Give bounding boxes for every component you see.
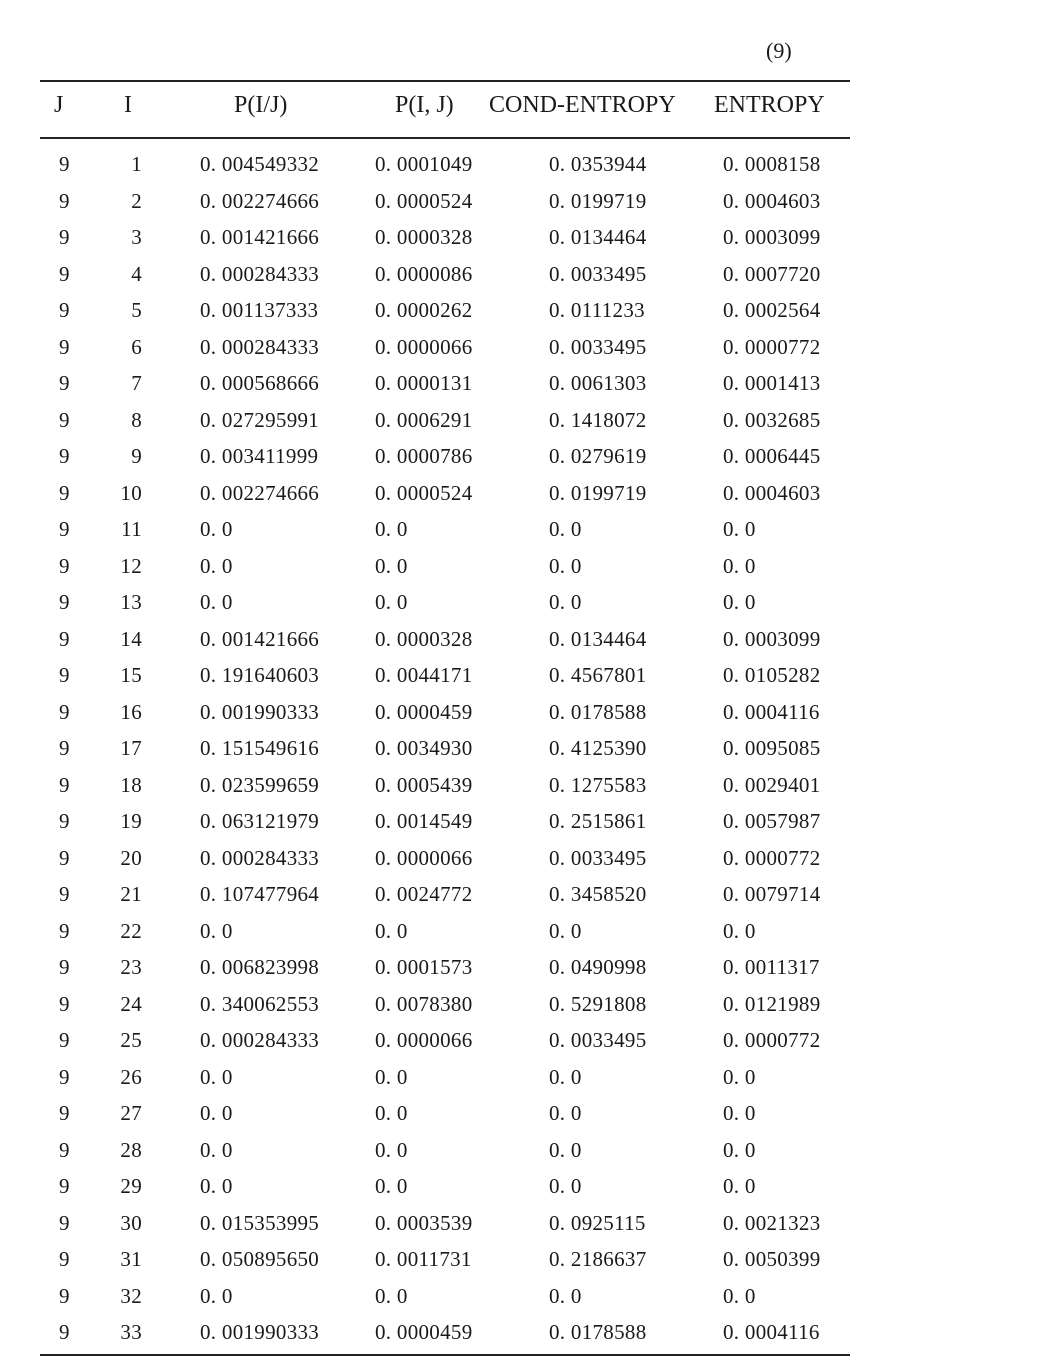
cell-j: 9 xyxy=(59,736,70,760)
cell-p-i-given-j: 0. 0 xyxy=(200,918,233,943)
table-row xyxy=(0,548,1062,585)
table-row xyxy=(0,1095,1062,1132)
cell-entropy: 0. 0121989 xyxy=(723,991,821,1016)
table-row xyxy=(0,730,1062,767)
cell-p-i-given-j: 0. 107477964 xyxy=(200,882,320,906)
cell-i: 9 xyxy=(131,444,142,468)
cell-entropy: 0. 0000772 xyxy=(723,334,821,359)
cell-p-i-given-j: 0. 0 xyxy=(200,1101,233,1125)
cell-p-i-j: 0. 0 xyxy=(375,1137,408,1162)
header-p-i-given-j: P(I/J) xyxy=(234,92,288,118)
cell-cond-entropy: 0. 1275583 xyxy=(549,772,647,797)
cell-cond-entropy: 0. 0925115 xyxy=(549,1210,646,1235)
cell-p-i-given-j: 0. 003411999 xyxy=(200,444,319,468)
cell-entropy: 0. 0001413 xyxy=(723,371,821,395)
table-row xyxy=(0,767,1062,804)
cell-i: 18 xyxy=(120,772,142,797)
cell-p-i-given-j: 0. 050895650 xyxy=(200,1247,320,1271)
cell-j: 9 xyxy=(59,298,70,322)
cell-entropy: 0. 0 xyxy=(723,553,756,578)
cell-j: 9 xyxy=(59,1064,70,1089)
cell-j: 9 xyxy=(59,882,70,906)
cell-i: 22 xyxy=(120,918,142,943)
cell-i: 13 xyxy=(120,590,142,614)
cell-entropy: 0. 0 xyxy=(723,517,756,541)
cell-p-i-given-j: 0. 0 xyxy=(200,1137,233,1162)
cell-p-i-j: 0. 0 xyxy=(375,1064,408,1089)
cell-j: 9 xyxy=(59,845,70,870)
cell-entropy: 0. 0 xyxy=(723,1174,756,1198)
cell-p-i-given-j: 0. 001990333 xyxy=(200,1320,320,1344)
cell-entropy: 0. 0011317 xyxy=(723,955,820,979)
cell-i: 26 xyxy=(120,1064,142,1089)
cell-p-i-j: 0. 0000328 xyxy=(375,225,473,249)
cell-p-i-given-j: 0. 0 xyxy=(200,1283,233,1308)
cell-p-i-j: 0. 0 xyxy=(375,918,408,943)
cell-i: 31 xyxy=(120,1247,142,1271)
cell-i: 30 xyxy=(120,1210,142,1235)
cell-i: 14 xyxy=(120,626,142,651)
cell-p-i-j: 0. 0 xyxy=(375,553,408,578)
cell-i: 20 xyxy=(120,845,142,870)
cell-p-i-j: 0. 0000459 xyxy=(375,1320,473,1344)
cell-j: 9 xyxy=(59,334,70,359)
table-top-rule xyxy=(40,80,850,82)
cell-i: 16 xyxy=(120,699,142,724)
table-bottom-rule xyxy=(40,1354,850,1356)
table-row xyxy=(0,329,1062,366)
cell-cond-entropy: 0. 0 xyxy=(549,918,582,943)
cell-cond-entropy: 0. 0353944 xyxy=(549,152,647,176)
cell-cond-entropy: 0. 0 xyxy=(549,590,582,614)
table-row xyxy=(0,1022,1062,1059)
cell-j: 9 xyxy=(59,407,70,432)
cell-p-i-given-j: 0. 001137333 xyxy=(200,298,319,322)
cell-p-i-given-j: 0. 063121979 xyxy=(200,809,320,833)
cell-j: 9 xyxy=(59,188,70,213)
cell-cond-entropy: 0. 4567801 xyxy=(549,663,647,687)
table-row xyxy=(0,621,1062,658)
cell-cond-entropy: 0. 0490998 xyxy=(549,955,647,979)
cell-p-i-given-j: 0. 001990333 xyxy=(200,699,320,724)
header-p-i-j: P(I, J) xyxy=(395,92,454,118)
cell-i: 27 xyxy=(120,1101,142,1125)
table-row xyxy=(0,1314,1062,1351)
cell-entropy: 0. 0000772 xyxy=(723,1028,821,1052)
cell-p-i-j: 0. 0024772 xyxy=(375,882,473,906)
cell-entropy: 0. 0021323 xyxy=(723,1210,821,1235)
cell-cond-entropy: 0. 0 xyxy=(549,1174,582,1198)
cell-p-i-given-j: 0. 000284333 xyxy=(200,334,320,359)
table-row xyxy=(0,1059,1062,1096)
cell-entropy: 0. 0 xyxy=(723,918,756,943)
cell-cond-entropy: 0. 0 xyxy=(549,1283,582,1308)
cell-j: 9 xyxy=(59,809,70,833)
cell-cond-entropy: 0. 0 xyxy=(549,1137,582,1162)
cell-cond-entropy: 0. 0111233 xyxy=(549,298,645,322)
cell-p-i-given-j: 0. 0 xyxy=(200,1174,233,1198)
cell-j: 9 xyxy=(59,225,70,249)
cell-cond-entropy: 0. 0279619 xyxy=(549,444,647,468)
cell-entropy: 0. 0032685 xyxy=(723,407,821,432)
table-row xyxy=(0,1278,1062,1315)
cell-i: 25 xyxy=(120,1028,142,1052)
table-body xyxy=(0,146,1062,1351)
cell-j: 9 xyxy=(59,663,70,687)
cell-p-i-j: 0. 0000459 xyxy=(375,699,473,724)
cell-entropy: 0. 0095085 xyxy=(723,736,821,760)
cell-cond-entropy: 0. 0033495 xyxy=(549,334,647,359)
cell-j: 9 xyxy=(59,1137,70,1162)
cell-j: 9 xyxy=(59,1028,70,1052)
cell-p-i-given-j: 0. 0 xyxy=(200,553,233,578)
cell-j: 9 xyxy=(59,261,70,286)
table-header xyxy=(0,92,1062,124)
cell-j: 9 xyxy=(59,480,70,505)
cell-cond-entropy: 0. 0061303 xyxy=(549,371,647,395)
cell-p-i-j: 0. 0000524 xyxy=(375,188,473,213)
cell-p-i-j: 0. 0 xyxy=(375,1283,408,1308)
table-row xyxy=(0,219,1062,256)
cell-i: 21 xyxy=(120,882,142,906)
table-row xyxy=(0,256,1062,293)
cell-i: 5 xyxy=(131,298,142,322)
header-entropy: ENTROPY xyxy=(714,92,825,118)
cell-cond-entropy: 0. 0033495 xyxy=(549,1028,647,1052)
cell-entropy: 0. 0 xyxy=(723,1137,756,1162)
cell-j: 9 xyxy=(59,626,70,651)
cell-cond-entropy: 0. 0033495 xyxy=(549,845,647,870)
cell-entropy: 0. 0 xyxy=(723,590,756,614)
cell-p-i-j: 0. 0078380 xyxy=(375,991,473,1016)
header-cond-entropy: COND-ENTROPY xyxy=(489,92,676,118)
cell-p-i-given-j: 0. 0 xyxy=(200,517,233,541)
cell-entropy: 0. 0004603 xyxy=(723,188,821,213)
cell-entropy: 0. 0003099 xyxy=(723,626,821,651)
cell-entropy: 0. 0004116 xyxy=(723,699,820,724)
cell-cond-entropy: 0. 1418072 xyxy=(549,407,647,432)
cell-p-i-given-j: 0. 006823998 xyxy=(200,955,320,979)
cell-p-i-j: 0. 0000086 xyxy=(375,261,473,286)
cell-p-i-given-j: 0. 002274666 xyxy=(200,188,320,213)
cell-i: 24 xyxy=(120,991,142,1016)
cell-entropy: 0. 0004603 xyxy=(723,480,821,505)
table-row xyxy=(0,1168,1062,1205)
table-row xyxy=(0,986,1062,1023)
cell-p-i-given-j: 0. 000568666 xyxy=(200,371,320,395)
cell-i: 28 xyxy=(120,1137,142,1162)
header-j: J xyxy=(54,92,64,118)
cell-i: 15 xyxy=(120,663,142,687)
header-i: I xyxy=(124,92,132,118)
cell-p-i-j: 0. 0001573 xyxy=(375,955,473,979)
cell-entropy: 0. 0004116 xyxy=(723,1320,820,1344)
cell-i: 12 xyxy=(120,553,142,578)
table-row xyxy=(0,803,1062,840)
cell-entropy: 0. 0008158 xyxy=(723,152,821,176)
cell-cond-entropy: 0. 0178588 xyxy=(549,1320,647,1344)
cell-j: 9 xyxy=(59,553,70,578)
cell-p-i-j: 0. 0014549 xyxy=(375,809,473,833)
cell-p-i-j: 0. 0000131 xyxy=(375,371,473,395)
table-header-rule xyxy=(40,137,850,139)
cell-p-i-given-j: 0. 0 xyxy=(200,590,233,614)
cell-p-i-j: 0. 0000066 xyxy=(375,1028,473,1052)
cell-p-i-given-j: 0. 000284333 xyxy=(200,1028,320,1052)
cell-entropy: 0. 0057987 xyxy=(723,809,821,833)
cell-p-i-j: 0. 0006291 xyxy=(375,407,473,432)
cell-j: 9 xyxy=(59,590,70,614)
cell-entropy: 0. 0000772 xyxy=(723,845,821,870)
cell-cond-entropy: 0. 3458520 xyxy=(549,882,647,906)
cell-p-i-j: 0. 0000066 xyxy=(375,845,473,870)
cell-p-i-j: 0. 0 xyxy=(375,590,408,614)
cell-cond-entropy: 0. 0199719 xyxy=(549,480,647,505)
cell-i: 17 xyxy=(120,736,142,760)
cell-i: 6 xyxy=(131,334,142,359)
table-row xyxy=(0,183,1062,220)
table-row xyxy=(0,1241,1062,1278)
cell-p-i-given-j: 0. 000284333 xyxy=(200,845,320,870)
cell-cond-entropy: 0. 5291808 xyxy=(549,991,647,1016)
cell-entropy: 0. 0007720 xyxy=(723,261,821,286)
cell-j: 9 xyxy=(59,1247,70,1271)
table-row xyxy=(0,1132,1062,1169)
cell-p-i-given-j: 0. 191640603 xyxy=(200,663,320,687)
cell-p-i-j: 0. 0001049 xyxy=(375,152,473,176)
cell-cond-entropy: 0. 0178588 xyxy=(549,699,647,724)
cell-i: 33 xyxy=(120,1320,142,1344)
table-row xyxy=(0,949,1062,986)
cell-cond-entropy: 0. 0 xyxy=(549,517,582,541)
cell-p-i-given-j: 0. 0 xyxy=(200,1064,233,1089)
cell-p-i-given-j: 0. 151549616 xyxy=(200,736,320,760)
table-row xyxy=(0,913,1062,950)
cell-j: 9 xyxy=(59,517,70,541)
cell-i: 4 xyxy=(131,261,142,286)
cell-i: 23 xyxy=(120,955,142,979)
table-row xyxy=(0,657,1062,694)
cell-p-i-j: 0. 0005439 xyxy=(375,772,473,797)
cell-p-i-j: 0. 0 xyxy=(375,1174,408,1198)
cell-j: 9 xyxy=(59,1210,70,1235)
cell-p-i-j: 0. 0000066 xyxy=(375,334,473,359)
table-row xyxy=(0,876,1062,913)
cell-j: 9 xyxy=(59,152,70,176)
cell-p-i-given-j: 0. 340062553 xyxy=(200,991,320,1016)
cell-cond-entropy: 0. 0 xyxy=(549,1064,582,1089)
cell-entropy: 0. 0003099 xyxy=(723,225,821,249)
cell-i: 32 xyxy=(120,1283,142,1308)
cell-cond-entropy: 0. 2515861 xyxy=(549,809,647,833)
cell-i: 11 xyxy=(121,517,142,541)
cell-i: 2 xyxy=(131,188,142,213)
table-row xyxy=(0,292,1062,329)
cell-p-i-j: 0. 0 xyxy=(375,517,408,541)
cell-i: 29 xyxy=(120,1174,142,1198)
cell-i: 7 xyxy=(131,371,142,395)
cell-j: 9 xyxy=(59,991,70,1016)
cell-i: 10 xyxy=(120,480,142,505)
cell-j: 9 xyxy=(59,371,70,395)
cell-entropy: 0. 0029401 xyxy=(723,772,821,797)
cell-p-i-given-j: 0. 001421666 xyxy=(200,626,320,651)
cell-p-i-j: 0. 0 xyxy=(375,1101,408,1125)
cell-j: 9 xyxy=(59,1283,70,1308)
cell-j: 9 xyxy=(59,772,70,797)
cell-cond-entropy: 0. 0199719 xyxy=(549,188,647,213)
page-number: (9) xyxy=(766,38,792,63)
cell-j: 9 xyxy=(59,444,70,468)
table-row xyxy=(0,694,1062,731)
table-row xyxy=(0,840,1062,877)
cell-j: 9 xyxy=(59,1320,70,1344)
cell-p-i-j: 0. 0044171 xyxy=(375,663,473,687)
cell-i: 8 xyxy=(131,407,142,432)
cell-entropy: 0. 0006445 xyxy=(723,444,821,468)
table-row xyxy=(0,475,1062,512)
cell-p-i-given-j: 0. 015353995 xyxy=(200,1210,320,1235)
cell-p-i-j: 0. 0000328 xyxy=(375,626,473,651)
cell-p-i-given-j: 0. 001421666 xyxy=(200,225,320,249)
cell-p-i-given-j: 0. 027295991 xyxy=(200,407,320,432)
cell-entropy: 0. 0105282 xyxy=(723,663,821,687)
cell-entropy: 0. 0 xyxy=(723,1101,756,1125)
cell-cond-entropy: 0. 2186637 xyxy=(549,1247,647,1271)
cell-p-i-given-j: 0. 002274666 xyxy=(200,480,320,505)
cell-j: 9 xyxy=(59,955,70,979)
cell-cond-entropy: 0. 4125390 xyxy=(549,736,647,760)
cell-entropy: 0. 0050399 xyxy=(723,1247,821,1271)
cell-cond-entropy: 0. 0 xyxy=(549,1101,582,1125)
cell-cond-entropy: 0. 0033495 xyxy=(549,261,647,286)
cell-cond-entropy: 0. 0134464 xyxy=(549,626,647,651)
table-row xyxy=(0,438,1062,475)
cell-entropy: 0. 0 xyxy=(723,1064,756,1089)
cell-p-i-j: 0. 0034930 xyxy=(375,736,473,760)
cell-entropy: 0. 0002564 xyxy=(723,298,821,322)
cell-p-i-given-j: 0. 000284333 xyxy=(200,261,320,286)
cell-i: 1 xyxy=(131,152,142,176)
cell-p-i-given-j: 0. 004549332 xyxy=(200,152,320,176)
table-row xyxy=(0,146,1062,183)
cell-p-i-j: 0. 0000786 xyxy=(375,444,473,468)
cell-i: 19 xyxy=(120,809,142,833)
cell-j: 9 xyxy=(59,1174,70,1198)
cell-cond-entropy: 0. 0134464 xyxy=(549,225,647,249)
cell-cond-entropy: 0. 0 xyxy=(549,553,582,578)
cell-p-i-given-j: 0. 023599659 xyxy=(200,772,320,797)
cell-p-i-j: 0. 0000262 xyxy=(375,298,473,322)
cell-entropy: 0. 0079714 xyxy=(723,882,821,906)
table-row xyxy=(0,365,1062,402)
cell-i: 3 xyxy=(131,225,142,249)
table-row xyxy=(0,584,1062,621)
cell-j: 9 xyxy=(59,699,70,724)
table-row xyxy=(0,1205,1062,1242)
cell-entropy: 0. 0 xyxy=(723,1283,756,1308)
cell-j: 9 xyxy=(59,918,70,943)
table-row xyxy=(0,402,1062,439)
table-row xyxy=(0,511,1062,548)
cell-p-i-j: 0. 0003539 xyxy=(375,1210,473,1235)
cell-j: 9 xyxy=(59,1101,70,1125)
cell-p-i-j: 0. 0011731 xyxy=(375,1247,472,1271)
cell-p-i-j: 0. 0000524 xyxy=(375,480,473,505)
